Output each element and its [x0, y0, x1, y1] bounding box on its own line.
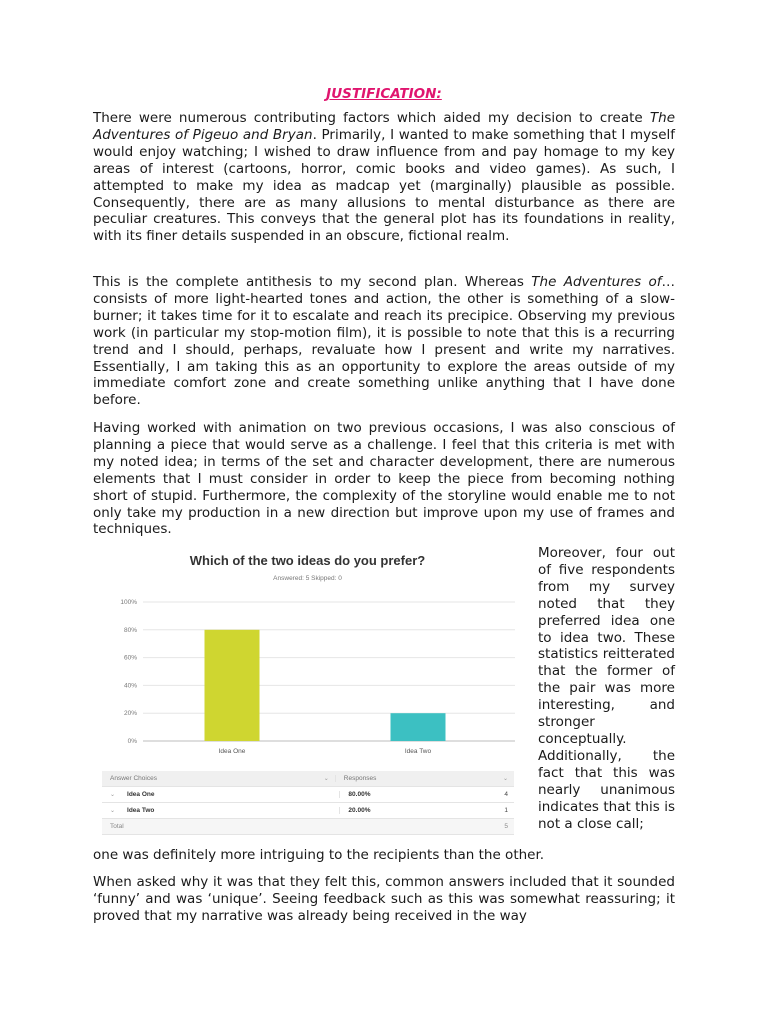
chevron-down-icon[interactable]: ⌄ [110, 808, 116, 814]
header-answer-choices [102, 775, 335, 782]
paragraph-1-text-c: . Primarily, I wanted to make something that I myself would enjoy watching; I wished to draw influence from and pay homage to my key areas of interest (cartoons, horror, comic books and video games). As such, I attempted to make my idea as madcap yet (marginally) plausible as possible. Consequently, there are as many allusions to mental disturbance as there are peculiar creatures. This conveys that the general plot has its foundations in reality, with its finer details suspended in an obscure, fictional realm. [93, 126, 675, 245]
total-label-cell [102, 823, 340, 830]
x-tick-label: Idea Two [404, 748, 432, 755]
total-count: 5 [504, 823, 508, 830]
survey-chart [95, 545, 520, 845]
choice-label: Idea Two [127, 807, 155, 814]
y-tick-label: 60% [123, 654, 137, 662]
chart-answered-skipped: Answered: 5 Skipped: 0 [273, 575, 342, 582]
table-header-row [102, 771, 514, 787]
header-responses [335, 775, 514, 782]
paragraph-5: When asked why it was that they felt this, common answers included that it sounded ‘funny’ and was ‘unique’. Seeing feedback such as this was somewhat reassuring; it proved that my narrative was already being received in the way [93, 874, 675, 924]
chart-title: Which of the two ideas do you prefer? [189, 553, 426, 568]
paragraph-2-title-ref: The Adventures of [531, 274, 662, 290]
x-tick-label: Idea One [218, 748, 246, 755]
chevron-down-icon[interactable]: ⌄ [323, 776, 329, 782]
chevron-down-icon[interactable]: ⌄ [110, 792, 116, 798]
y-tick-label: 40% [123, 682, 137, 690]
y-tick-label: 0% [127, 738, 137, 745]
table-row [102, 803, 514, 819]
paragraph-4-continued: one was definitely more intriguing to the recipients than the other. [93, 847, 545, 863]
bar-idea-two [391, 713, 446, 741]
responses-table [102, 771, 514, 835]
paragraph-2 [93, 274, 675, 409]
chevron-down-icon[interactable]: ⌄ [502, 776, 508, 782]
header-answer-choices-label: Answer Choices [110, 775, 157, 782]
paragraph-1-text-a: There were numerous contributing factors which aided my decision to create [93, 110, 650, 126]
response-percent: 20.00% [348, 807, 371, 814]
table-total-row [102, 819, 514, 835]
paragraph-3: Having worked with animation on two previous occasions, I was also conscious of planning a piece that would serve as a challenge. I feel that this criteria is met with my noted idea; in terms of the set and character development, there are numerous elements that I must consider in order to keep the piece from becoming nothing short of stupid. Furthermore, the complexity of the storyline would enable me to not only take my production in a new direction but improve upon my use of frames and techniques. [93, 420, 675, 538]
response-count: 1 [504, 807, 508, 814]
table-row-choice [102, 807, 339, 814]
paragraph-1 [93, 110, 675, 245]
response-count: 4 [504, 791, 508, 798]
y-tick-label: 20% [123, 710, 137, 718]
bar-idea-one [205, 630, 260, 741]
table-row-response [339, 791, 514, 798]
table-row [102, 787, 514, 803]
table-row-choice [102, 791, 339, 798]
paragraph-2-text-c: … consists of more light-hearted tones and action, the other is something of a slow-burner; it takes time for it to escalate and reach its precipice. Observing my previous work (in particular my stop-motion film), it is possible to note that this is a recurring trend and I should, perhaps, revaluate how I present and write my narratives. Essentially, I am taking this as an opportunity to explore the areas outside of my immediate comfort zone and create something unlike anything that I have done before. [93, 274, 675, 409]
choice-label: Idea One [127, 791, 155, 798]
total-label: Total [110, 823, 124, 830]
response-percent: 80.00% [348, 791, 371, 798]
table-row-response [339, 807, 514, 814]
paragraph-1-title-ref: The Adventures of Pigeuo and Bryan [93, 110, 675, 143]
y-tick-label: 100% [120, 599, 137, 606]
bar-chart-plot [95, 545, 520, 770]
page-title: JUSTIFICATION: [326, 86, 442, 102]
paragraph-4-side: Moreover, four out of five respondents from my survey noted that they preferred idea one to idea two. These statistics reitterated that the former of the pair was more interesting, and stronger conceptually. Additionally, the fact that this was nearly unanimous indicates that this is not a close call; [538, 545, 675, 832]
y-tick-label: 80% [123, 626, 137, 634]
total-count-cell [340, 823, 514, 830]
header-responses-label: Responses [343, 775, 377, 782]
paragraph-2-text-a: This is the complete antithesis to my second plan. Whereas [93, 274, 532, 290]
